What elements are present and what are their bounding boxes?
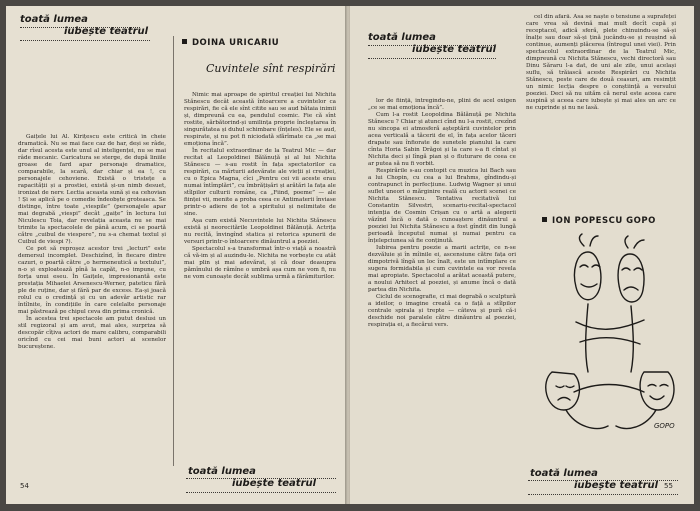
divider-dots [186, 492, 336, 494]
author-byline-gopo [542, 216, 656, 226]
left-page [6, 6, 347, 504]
paragraph: În recitalul extraordinar de la Teatrul Mic — dar recitat al Leopoldinei Bălănuță și al lui Nichita Stănescu — s-au rostit în fața spectatorilor ca respirări, ca mărturii adevărate ale vieții și creației, cu o Epica Magna, cîci „Pentru cei vii aceste erau numai întîmplări”, cu îmbrățișări și arătări la fața ale stîlpilor culturii române, ca „Fiind, poeme” — ale ființei vii, menite a proba ceea ce Antimaterii înviase printr-o adiere de tot a spiritului și nelimitate de sine. [184, 148, 336, 217]
page-number: 55 [664, 482, 673, 490]
paragraph: Respirările s-au contopit cu muzica lui Bach sau a lui Chopin, cu cea a lui Brahms, gîndindu-și contrapunct în perfecțiune. Ludwig Wagner și unui suflet uneori o mărginire reală cu actorii scenei ce Nichita Stănescu. Tentativa recitativă lui Constantin Silvestri, scenariu-recital-spectacol intenția de Cosmin Crișan cu o artă a alegerii văzînd încă o dată o cunoaștere dinăuntrul a poeziei lui Nichita Stănescu a fost gîndit din lungă perioadă începutul numai și numai pentru ca înțelepciunea să fie conținută. [368, 168, 516, 244]
theatre-masks-illustration [536, 232, 686, 442]
paragraph: Ce pot să reproșez acestor trei „lecturi” este demersul incomplet. Deschizînd, în fiecare dintre cazuri, o poartă către „o hermeneutică a textului”, n-o și exploatează pînă la capăt, n-o impune, cu forța unui eseu. În Gaițele, impresionantă este prestația Mihaelei Arsenescu-Werner, pateticu fără ple de ruține, dar și fără par de excess. Ea-și joacă rolul cu o credință și cu un adevăr artistic rar întîlnite, în condițiile în care celelalte personaje mai păstrează pe chipul ceva din prima cronică. [18, 246, 166, 315]
paragraph: cel din afară. Asa se naște o tensiune a suprafeței care vrea să devină mai mult decît cupă și receptacol, adică sferă, plete chinuindu-se să-și înalțe sau doar să-și țină jucându-se și reușind să continue, aumenți plăcerea (întregul unei viei). Prin spectacolul extraordinar de la Teatrul Mic, dimpreună cu Nichita Stănescu, vechi directoră sau Dinu Săraru l-a dat, de uni ale zile, unui același suflu, să trăiască aceste Respirări cu Nichita Stănescu, peste care de două ceasuri, am resimțit un nimic lecția despre o conștiință a versului poeziei. Deci să nu uităm că nerul este aceea care suspină și aceea care iubește și mai ales un arc ce ne cuprinde și nu ne lasă. [526, 14, 676, 111]
paragraph: În acestea trei spectacole am putut deslusi un stil regizoral și am avut, mai ales, surpriza să descopăr cîțiva actori de mare calibru, comparabili oricînd cu cei mai buni actori ai scenelor bucureștene. [18, 316, 166, 350]
divider-dots [528, 494, 678, 496]
right-page [350, 6, 694, 504]
brand-line-1: toată lumea [530, 468, 598, 479]
brand-header-left [20, 14, 148, 38]
column-separator [173, 36, 174, 466]
divider-dots [528, 480, 678, 482]
square-bullet-icon [542, 217, 547, 222]
divider-dots [186, 478, 336, 480]
artist-signature: GOPO [654, 422, 675, 430]
right-col-2-text [526, 14, 676, 202]
paragraph: Gaițele lui Al. Kirițescu este critică în cheie dramatică. Nu se mai face caz de har, deși se râde, dar rîsul acesta este unul al inteligenței, nu se mai râde mecanic. Caricatura se sterge, de după liniile groase de fard apar personaje dramatice, comparabile, la scară, dar chiar și ea !, cu personajele cehoviene. Există o tristețe a rapacității și a prostiei, există și-un nimb desuet, ironizat de nerv. Lectia aceasta sună și ea cehovian ! Și se aplică pe o comedie îndeobște groteasca. Se distinge, între toate „viespile” (personajele apar mai degrabă „viespi” decât „gaițe” în lectura lui Niculescu Toia, dar revelația aceasta nu se mai trimite la spectacolele de până acum, ci se poartă către „cuibul de viespere”, nu s-a chemat textul și Cuibul de viespi ?). [18, 134, 166, 245]
left-col-1-text [18, 134, 166, 474]
brand-line-1: toată lumea [20, 14, 88, 25]
brand-line-2: iubește teatrul [574, 480, 659, 491]
divider-dots [20, 27, 140, 29]
paragraph: Cum l-a rostit Leopoldina Bălănuță pe Nichita Stănescu ? Chiar și atunci cînd nu l-a rostit, crezînd nu sincopa ei atmosferă așteptării cuvintelor prin acea verticală a tăcerii de el, în fața acelor tăceri drapate sau înfiorate de sunetele pianului la care cînta Horia Sabin Drăgoi și la care s-a fi cîntat și Nichita deci și lîngă pian și o fluturare de ceea ce ar putea să nu fi vorbit. [368, 112, 516, 167]
paragraph: Așa cum există Necuvintele lui Nichita Stănescu există și neorecitările Leopoldinei Bălănuță. Actrița nu recită, învingînd statica și retorica spunerii de versuri printr-o întoarcere dinăuntrul a poeziei. [184, 218, 336, 245]
paragraph: lor de ființă, întregindu-ne, plini de acel oxigen „ce se mai emoționa încă”. [368, 98, 516, 111]
author-byline [182, 38, 279, 48]
paragraph: Iubirea pentru poezie a marii actrițe, ce n-se dezvăluie și în mîinile ei, ascensiune către fața ori dimpotrivă lîngă un loc înalt, este un intîmplare ce sugera formidabila și cum cuvintele ea vor revela mai apropiate. Spectacolul a arătat această putere, a noului Arhitect al poeziei, și anume încă o dată partea din Nichita. [368, 245, 516, 293]
right-col-1-text [368, 98, 516, 466]
paragraph: Spectacolul s-a transformat într-o viață a noastră că vă-im și al auzindu-le. Nichita ne vorbește cu atât mai plin și mai adevărat, și că doar deasupra pămînului de rămîne o umbră așa cum ne vom fi, nu ne vom cunoaște decât sublima urmă a fărâmiturilor. [184, 246, 336, 280]
article-title: Cuvintele sînt respirări [206, 62, 336, 75]
divider-dots [20, 40, 150, 42]
brand-line-1: toată lumea [368, 32, 436, 43]
brand-line-1: toată lumea [188, 466, 256, 477]
paragraph: Nimic mai aproape de spiritul creației lui Nichita Stănescu decât această întoarcere a cuvintelor ca respirări, fie că ele sînt citite sau se aud bătaia inimii și, dimpreună cu ea, pendulul cosmic. Fie că sînt rostite, sărbătorind-și umilința proprie încleștarea în singurătatea și duhul schimbare (înțeles). Ele se aud, respirate, și nu pot fi niciodată sfărîmate ca „se mai emoționa încă”. [184, 92, 336, 147]
square-bullet-icon [182, 39, 187, 44]
brand-line-2: iubește teatrul [64, 26, 149, 37]
paragraph: Ciclul de scenografie, ci mai degrabă o sculptură a ideilor, o imagine creată ca o față a stîlpilor centrale spirala și trepte — câteva și pură că-i deschide noi paralele către dinăuntru al poeziei, respirația ei, a fiecărui vers. [368, 294, 516, 328]
brand-line-2: iubește teatrul [232, 478, 317, 489]
author-name: DOINA URICARIU [192, 38, 280, 48]
brand-header-right [368, 32, 496, 56]
left-col-2-text [184, 92, 336, 462]
author-name: ION POPESCU GOPO [552, 216, 656, 226]
divider-dots [368, 58, 496, 60]
brand-line-2: iubește teatrul [412, 44, 497, 55]
divider-dots [368, 45, 496, 47]
page-number: 54 [20, 482, 29, 490]
